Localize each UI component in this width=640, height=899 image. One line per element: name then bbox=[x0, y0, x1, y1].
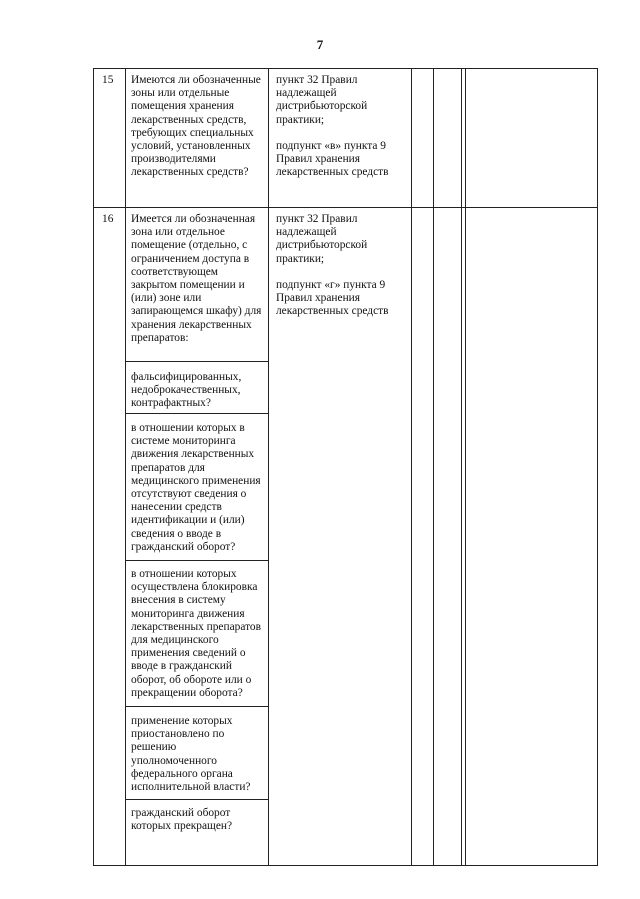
subitem-text: гражданский оборот которых прекращен? bbox=[131, 807, 233, 833]
page-number: 7 bbox=[316, 37, 324, 52]
checklist-table bbox=[93, 68, 598, 866]
reference-text: пункт 32 Правил надлежащей дистрибьюторской практики; подпункт «г» пункта 9 Правил хранения лекарственных средств bbox=[276, 213, 389, 318]
table-border-top bbox=[93, 68, 598, 69]
row-number: 16 bbox=[102, 213, 114, 225]
reference-text: пункт 32 Правил надлежащей дистрибьюторской практики; подпункт «в» пункта 9 Правил хранения лекарственных средств bbox=[276, 74, 389, 179]
table-border-left bbox=[93, 68, 94, 866]
row-divider-15-16 bbox=[93, 207, 598, 208]
table-border-bottom bbox=[93, 865, 598, 866]
question-text: Имеются ли обозначенные зоны или отдельные помещения хранения лекарственных средств, требующих специальных условий, установленных производителями лекарственных средств? bbox=[131, 74, 261, 179]
subitem-divider-5 bbox=[125, 799, 268, 800]
column-divider-no bbox=[461, 68, 462, 866]
subitem-text: в отношении которых осуществлена блокировка внесения в систему мониторинга движения лекарственных препаратов для медицинского применения сведений о вводе в гражданский оборот, об обороте или о прекращении оборота? bbox=[131, 568, 261, 699]
subitem-divider-1 bbox=[125, 361, 268, 362]
subitem-divider-4 bbox=[125, 706, 268, 707]
question-text: Имеется ли обозначенная зона или отдельное помещение (отдельно, с ограничением доступа в соответствующем закрытом помещении и (или) зоне или запирающемся шкафу) для хранения лекарственных препаратов: bbox=[131, 213, 262, 344]
row-number: 15 bbox=[102, 74, 114, 86]
subitem-divider-3 bbox=[125, 560, 268, 561]
column-divider-na bbox=[465, 68, 466, 866]
subitem-text: в отношении которых в системе мониторинга движения лекарственных препаратов для медицинского применения отсутствуют сведения о нанесении средств идентификации и (или) сведения о вводе в гражданский оборот? bbox=[131, 422, 261, 553]
column-divider-yes bbox=[433, 68, 434, 866]
column-divider-reference bbox=[411, 68, 412, 866]
column-divider-question bbox=[268, 68, 269, 866]
subitem-text: применение которых приостановлено по решению уполномоченного федерального органа исполнительной власти? bbox=[131, 715, 251, 794]
column-divider-number bbox=[125, 68, 126, 866]
table-border-right bbox=[597, 68, 598, 866]
subitem-divider-2 bbox=[125, 413, 268, 414]
subitem-text: фальсифицированных, недоброкачественных, контрафактных? bbox=[131, 371, 242, 410]
